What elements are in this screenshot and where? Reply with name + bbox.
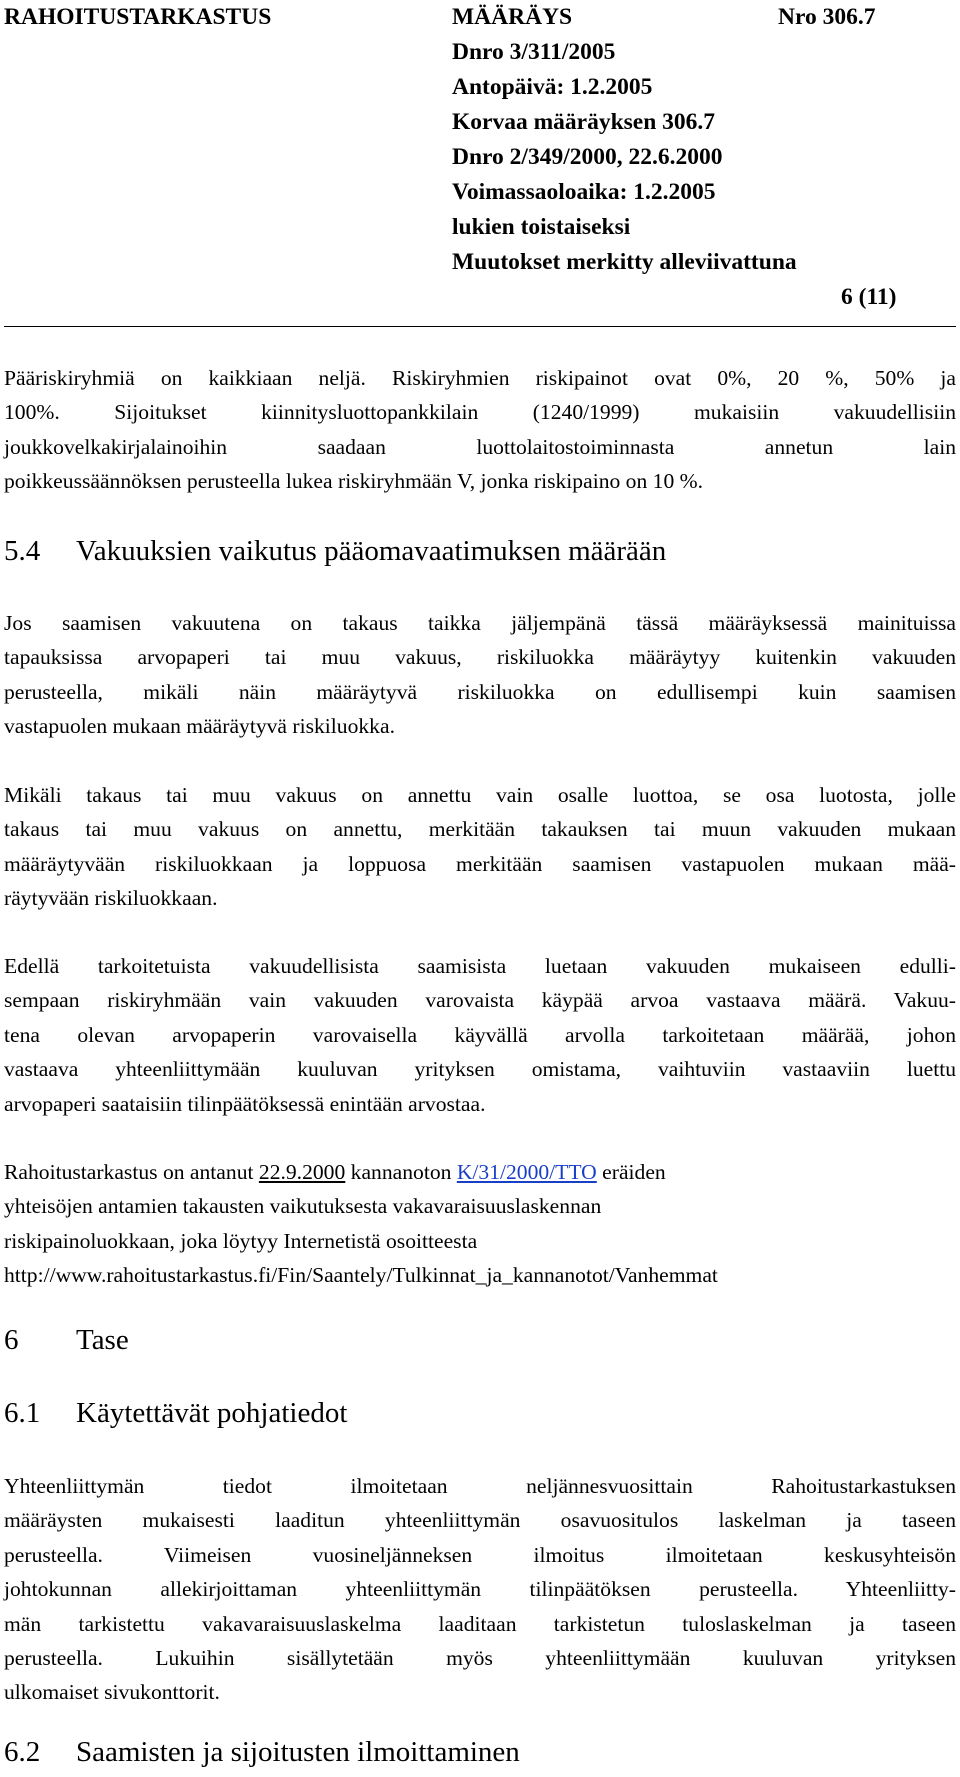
text-line: määräysten mukaisesti laaditun yhteenliittymän osavuositulos laskelman ja taseen: [4, 1508, 956, 1533]
text-line: räytyvään riskiluokkaan.: [4, 886, 218, 911]
text-line: arvopaperi saataisiin tilinpäätöksessä enintään arvostaa.: [4, 1091, 486, 1116]
section-heading-6-2: [4, 1738, 520, 1767]
text-line: Mikäli takaus tai muu vakuus on annettu vain osalle luottoa, se osa luotosta, jolle: [4, 783, 956, 807]
text-segment: eräiden: [596, 1160, 666, 1184]
paragraph-partial-guarantee: [4, 778, 956, 916]
text-line: Jos saamisen vakuutena on takaus taikka jäljempänä tässä määräyksessä mainituissa: [4, 611, 956, 635]
statement-date: 22.9.2000: [258, 1160, 346, 1184]
url-text: http://www.rahoitustarkastus.fi/Fin/Saantely/Tulkinnat_ja_kannanotot/Vanhemmat: [4, 1263, 718, 1288]
text-line: 100%. Sijoitukset kiinnitysluottopankkilain (1240/1999) mukaisiin vakuudellisiin: [4, 400, 956, 425]
paragraph-collateral-risk-class: [4, 606, 956, 744]
header-validity: Voimassaoloaika: 1.2.2005: [452, 179, 716, 205]
header-dnro: Dnro 3/311/2005: [452, 39, 616, 65]
text-line: Edellä tarkoitetuista vakuudellisista saamisista luetaan vakuuden mukaiseen edulli-: [4, 954, 956, 978]
text-line: riskipainoluokkaan, joka löytyy Internetistä osoitteesta: [4, 1228, 478, 1253]
paragraph-prudent-value: [4, 949, 956, 1121]
header-divider: [4, 326, 956, 327]
section-number: 6.2: [4, 1736, 41, 1768]
section-title: Saamisten ja sijoitusten ilmoittaminen: [76, 1736, 520, 1768]
section-title: Käytettävät pohjatiedot: [76, 1397, 348, 1429]
text-line: joukkovelkakirjalainoihin saadaan luottolaitostoiminnasta annetun lain: [4, 434, 956, 459]
section-heading-5-4: [4, 537, 666, 566]
section-number: 5.4: [4, 535, 41, 567]
text-line: [4, 1155, 956, 1189]
paragraph-statement-reference: [4, 1155, 956, 1293]
text-line: tapauksissa arvopaperi tai muu vakuus, riskiluokka määräytyy kuitenkin vakuuden: [4, 645, 956, 670]
text-line: yhteisöjen antamien takausten vaikutuksesta vakavaraisuuslaskennan: [4, 1194, 602, 1219]
text-line: vastaava yhteenliittymään kuuluvan yrityksen omistama, vaihtuviin vastaaviin luettu: [4, 1057, 956, 1082]
doc-type: MÄÄRÄYS: [452, 4, 573, 30]
text-segment: kannanoton: [345, 1160, 457, 1184]
section-number: 6: [4, 1324, 19, 1356]
text-line: tena olevan arvopaperin varovaisella käyvällä arvolla tarkoitetaan määrää, johon: [4, 1022, 956, 1047]
text-line: poikkeussäännöksen perusteella lukea riskiryhmään V, jonka riskipaino on 10 %.: [4, 469, 704, 494]
text-line: takaus tai muu vakuus on annettu, merkitään takauksen tai muun vakuuden mukaan: [4, 817, 956, 842]
text-line: määräytyvään riskiluokkaan ja loppuosa merkitään saamisen vastapuolen mukaan mää-: [4, 851, 956, 876]
section-title: Vakuuksien vaikutus pääomavaatimuksen määrään: [76, 535, 667, 567]
text-line: vastapuolen mukaan määräytyvä riskiluokka.: [4, 714, 395, 739]
statement-link[interactable]: K/31/2000/TTO: [456, 1160, 597, 1184]
paragraph-risk-groups: [4, 361, 956, 499]
header-old-dnro: Dnro 2/349/2000, 22.6.2000: [452, 144, 723, 170]
section-heading-6: [4, 1326, 129, 1355]
section-number: 6.1: [4, 1397, 41, 1429]
text-line: Pääriskiryhmiä on kaikkiaan neljä. Riskiryhmien riskipainot ovat 0%, 20 %, 50% ja: [4, 366, 956, 390]
text-line: johtokunnan allekirjoittaman yhteenliittymän tilinpäätöksen perusteella. Yhteenliitty-: [4, 1577, 956, 1602]
text-line: sempaan riskiryhmään vain vakuuden varovaista käypää arvoa vastaava määrä. Vakuu-: [4, 988, 956, 1013]
text-line: ulkomaiset sivukonttorit.: [4, 1680, 220, 1705]
paragraph-source-data: [4, 1469, 956, 1710]
org-name: RAHOITUSTARKASTUS: [4, 4, 272, 30]
text-line: perusteella. Viimeisen vuosineljänneksen ilmoitus ilmoitetaan keskusyhteisön: [4, 1542, 956, 1567]
header-issue-date: Antopäivä: 1.2.2005: [452, 74, 653, 100]
text-segment: Rahoitustarkastus on antanut: [4, 1160, 259, 1184]
header-replaces: Korvaa määräyksen 306.7: [452, 109, 716, 135]
header-change-note: Muutokset merkitty alleviivattuna: [452, 249, 797, 275]
text-line: män tarkistettu vakavaraisuuslaskelma laaditaan tarkistetun tuloslaskelman ja taseen: [4, 1611, 956, 1636]
text-line: Yhteenliittymän tiedot ilmoitetaan neljännesvuosittain Rahoitustarkastuksen: [4, 1474, 956, 1498]
header-validity-until: lukien toistaiseksi: [452, 214, 631, 240]
page-number: 6 (11): [841, 284, 897, 310]
section-title: Tase: [76, 1324, 129, 1356]
section-heading-6-1: [4, 1399, 347, 1428]
text-line: perusteella, mikäli näin määräytyvä riskiluokka on edullisempi kuin saamisen: [4, 679, 956, 704]
doc-number: Nro 306.7: [778, 4, 876, 30]
text-line: perusteella. Lukuihin sisällytetään myös yhteenliittymään kuuluvan yrityksen: [4, 1645, 956, 1670]
